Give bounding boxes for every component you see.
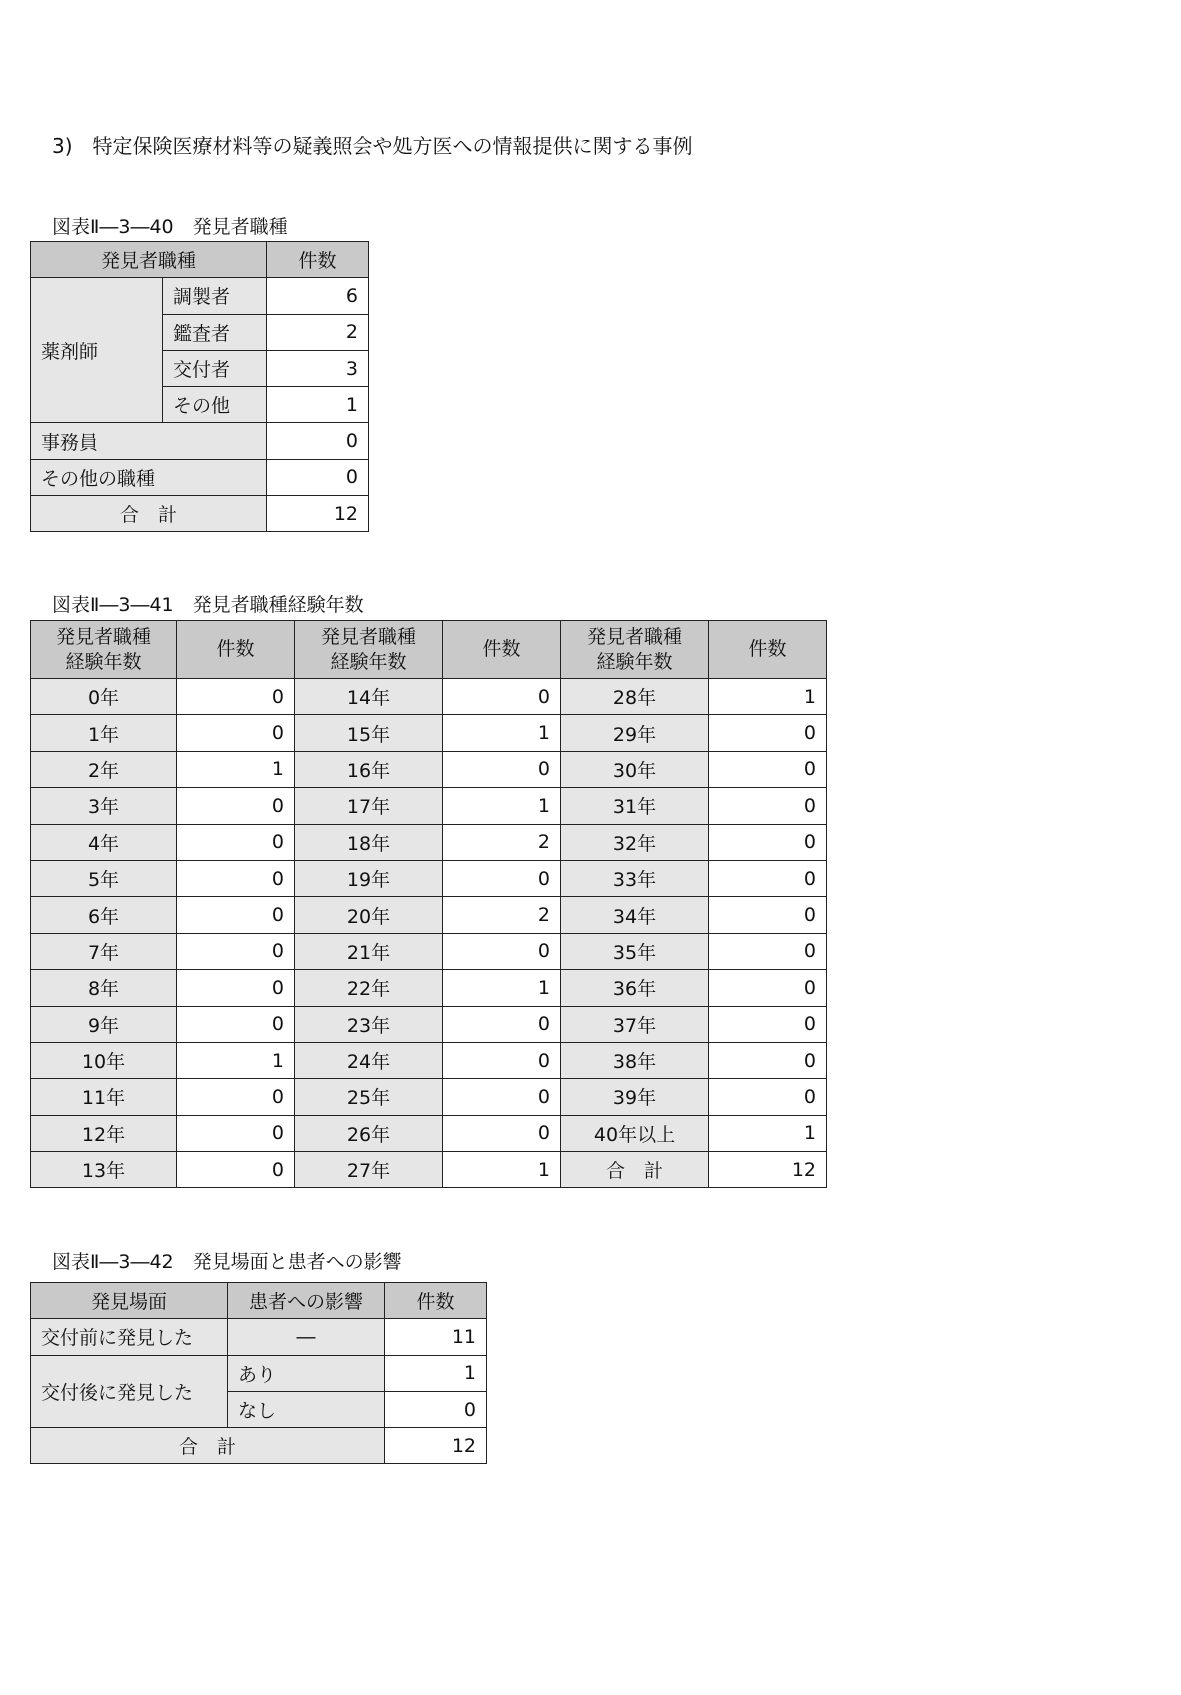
years-label: 39年 — [561, 1079, 709, 1115]
table-header-row — [31, 1283, 487, 1319]
header-count: 件数 — [709, 621, 827, 679]
row-label: 調製者 — [163, 278, 267, 314]
section-heading: 3) 特定保険医療材料等の疑義照会や処方医への情報提供に関する事例 — [52, 134, 693, 158]
impact-label: あり — [228, 1355, 385, 1391]
years-label: 15年 — [295, 715, 443, 751]
row-count: 0 — [267, 423, 369, 459]
row-label: 鑑査者 — [163, 314, 267, 350]
table-row — [31, 1319, 487, 1355]
years-label: 38年 — [561, 1042, 709, 1078]
header-line: 発見者職種 — [320, 625, 416, 648]
impact-label: ― — [228, 1319, 385, 1355]
discovery-impact-table — [30, 1282, 487, 1464]
years-count: 0 — [177, 1152, 295, 1188]
table-row — [31, 679, 827, 715]
years-count: 0 — [709, 715, 827, 751]
row-count: 1 — [385, 1355, 487, 1391]
table-row — [31, 860, 827, 896]
years-label: 9年 — [31, 1006, 177, 1042]
row-count: 0 — [385, 1391, 487, 1427]
experience-years-table — [30, 620, 827, 1188]
years-label: 25年 — [295, 1079, 443, 1115]
years-count: 0 — [177, 1006, 295, 1042]
years-count: 1 — [177, 1042, 295, 1078]
years-count: 0 — [443, 1006, 561, 1042]
header-occupation: 発見者職種 — [31, 242, 267, 278]
years-count: 0 — [177, 1115, 295, 1151]
years-label: 28年 — [561, 679, 709, 715]
years-count: 0 — [177, 897, 295, 933]
years-count: 0 — [443, 1042, 561, 1078]
years-label: 36年 — [561, 970, 709, 1006]
years-label: 2年 — [31, 751, 177, 787]
header-count: 件数 — [267, 242, 369, 278]
row-label: その他の職種 — [31, 459, 267, 495]
row-count: 0 — [267, 459, 369, 495]
years-label: 16年 — [295, 751, 443, 787]
years-count: 0 — [709, 1042, 827, 1078]
years-label: 24年 — [295, 1042, 443, 1078]
header-scene: 発見場面 — [31, 1283, 228, 1319]
years-count: 0 — [177, 679, 295, 715]
years-count: 1 — [177, 751, 295, 787]
table3-caption: 図表Ⅱ―3―42 発見場面と患者への影響 — [52, 1251, 402, 1273]
total-label: 合 計 — [31, 496, 267, 532]
total-row — [31, 1428, 487, 1464]
table2-caption: 図表Ⅱ―3―41 発見者職種経験年数 — [52, 594, 364, 616]
years-label: 11年 — [31, 1079, 177, 1115]
years-count: 0 — [443, 860, 561, 896]
discoverer-occupation-table — [30, 241, 369, 532]
years-count: 1 — [443, 788, 561, 824]
years-count: 1 — [443, 715, 561, 751]
years-count: 1 — [709, 679, 827, 715]
years-count: 0 — [177, 860, 295, 896]
header-line: 発見者職種 — [55, 625, 151, 648]
header-count: 件数 — [177, 621, 295, 679]
years-label: 21年 — [295, 933, 443, 969]
header-count: 件数 — [443, 621, 561, 679]
years-count: 0 — [177, 1079, 295, 1115]
years-label: 37年 — [561, 1006, 709, 1042]
total-count: 12 — [267, 496, 369, 532]
years-label: 33年 — [561, 860, 709, 896]
years-label: 31年 — [561, 788, 709, 824]
header-line: 経験年数 — [596, 650, 673, 673]
group-label-pharmacist: 薬剤師 — [31, 278, 163, 423]
table-row — [31, 423, 369, 459]
years-count: 0 — [443, 1115, 561, 1151]
years-count: 0 — [709, 751, 827, 787]
header-line: 発見者職種 — [586, 625, 682, 648]
years-label: 26年 — [295, 1115, 443, 1151]
years-label: 17年 — [295, 788, 443, 824]
header-impact: 患者への影響 — [228, 1283, 385, 1319]
years-count: 0 — [709, 1079, 827, 1115]
years-count: 0 — [443, 1079, 561, 1115]
table-row — [31, 1152, 827, 1188]
table1-caption: 図表Ⅱ―3―40 発見者職種 — [52, 216, 288, 238]
years-label: 30年 — [561, 751, 709, 787]
table-header-row — [31, 242, 369, 278]
table-row — [31, 970, 827, 1006]
table-row — [31, 459, 369, 495]
years-count: 0 — [177, 824, 295, 860]
total-row — [31, 496, 369, 532]
header-count: 件数 — [385, 1283, 487, 1319]
years-label: 20年 — [295, 897, 443, 933]
row-label: 事務員 — [31, 423, 267, 459]
table-row — [31, 788, 827, 824]
years-count: 0 — [709, 1006, 827, 1042]
row-label: 交付者 — [163, 350, 267, 386]
years-count: 0 — [443, 679, 561, 715]
years-label: 18年 — [295, 824, 443, 860]
years-label: 8年 — [31, 970, 177, 1006]
scene-label: 交付後に発見した — [31, 1355, 228, 1428]
years-label: 4年 — [31, 824, 177, 860]
years-label: 13年 — [31, 1152, 177, 1188]
years-count: 0 — [177, 933, 295, 969]
years-label: 14年 — [295, 679, 443, 715]
header-experience-years — [31, 621, 177, 679]
row-count: 3 — [267, 350, 369, 386]
total-count: 12 — [385, 1428, 487, 1464]
years-count: 0 — [709, 824, 827, 860]
years-count: 0 — [177, 788, 295, 824]
years-label: 7年 — [31, 933, 177, 969]
years-count: 2 — [443, 897, 561, 933]
years-label: 3年 — [31, 788, 177, 824]
years-count: 0 — [443, 751, 561, 787]
row-count: 1 — [267, 387, 369, 423]
years-label: 23年 — [295, 1006, 443, 1042]
years-count: 0 — [177, 715, 295, 751]
row-count: 6 — [267, 278, 369, 314]
years-count: 0 — [177, 970, 295, 1006]
row-count: 11 — [385, 1319, 487, 1355]
years-label: 0年 — [31, 679, 177, 715]
years-label: 19年 — [295, 860, 443, 896]
years-count: 0 — [709, 970, 827, 1006]
years-label: 1年 — [31, 715, 177, 751]
table-row — [31, 897, 827, 933]
header-line: 経験年数 — [330, 650, 407, 673]
table-row — [31, 1079, 827, 1115]
years-count: 0 — [709, 897, 827, 933]
header-experience-years — [561, 621, 709, 679]
scene-label: 交付前に発見した — [31, 1319, 228, 1355]
header-experience-years — [295, 621, 443, 679]
row-label: その他 — [163, 387, 267, 423]
header-line: 経験年数 — [65, 650, 142, 673]
table-row — [31, 278, 369, 314]
table-row — [31, 1355, 487, 1391]
years-label: 35年 — [561, 933, 709, 969]
years-label: 合 計 — [561, 1152, 709, 1188]
years-label: 29年 — [561, 715, 709, 751]
years-label: 32年 — [561, 824, 709, 860]
years-label: 6年 — [31, 897, 177, 933]
years-label: 27年 — [295, 1152, 443, 1188]
table-row — [31, 751, 827, 787]
years-count: 0 — [443, 933, 561, 969]
years-count: 0 — [709, 860, 827, 896]
years-count: 2 — [443, 824, 561, 860]
years-count: 0 — [709, 788, 827, 824]
years-count: 1 — [443, 1152, 561, 1188]
table-row — [31, 933, 827, 969]
table-row — [31, 824, 827, 860]
table-row — [31, 1115, 827, 1151]
years-label: 34年 — [561, 897, 709, 933]
years-label: 12年 — [31, 1115, 177, 1151]
years-count: 12 — [709, 1152, 827, 1188]
years-label: 10年 — [31, 1042, 177, 1078]
row-count: 2 — [267, 314, 369, 350]
years-label: 22年 — [295, 970, 443, 1006]
total-label: 合 計 — [31, 1428, 385, 1464]
years-count: 0 — [709, 933, 827, 969]
table-header-row — [31, 621, 827, 679]
table-row — [31, 1006, 827, 1042]
years-count: 1 — [443, 970, 561, 1006]
years-count: 1 — [709, 1115, 827, 1151]
table-row — [31, 715, 827, 751]
years-label: 5年 — [31, 860, 177, 896]
table-row — [31, 1042, 827, 1078]
impact-label: なし — [228, 1391, 385, 1427]
years-label: 40年以上 — [561, 1115, 709, 1151]
